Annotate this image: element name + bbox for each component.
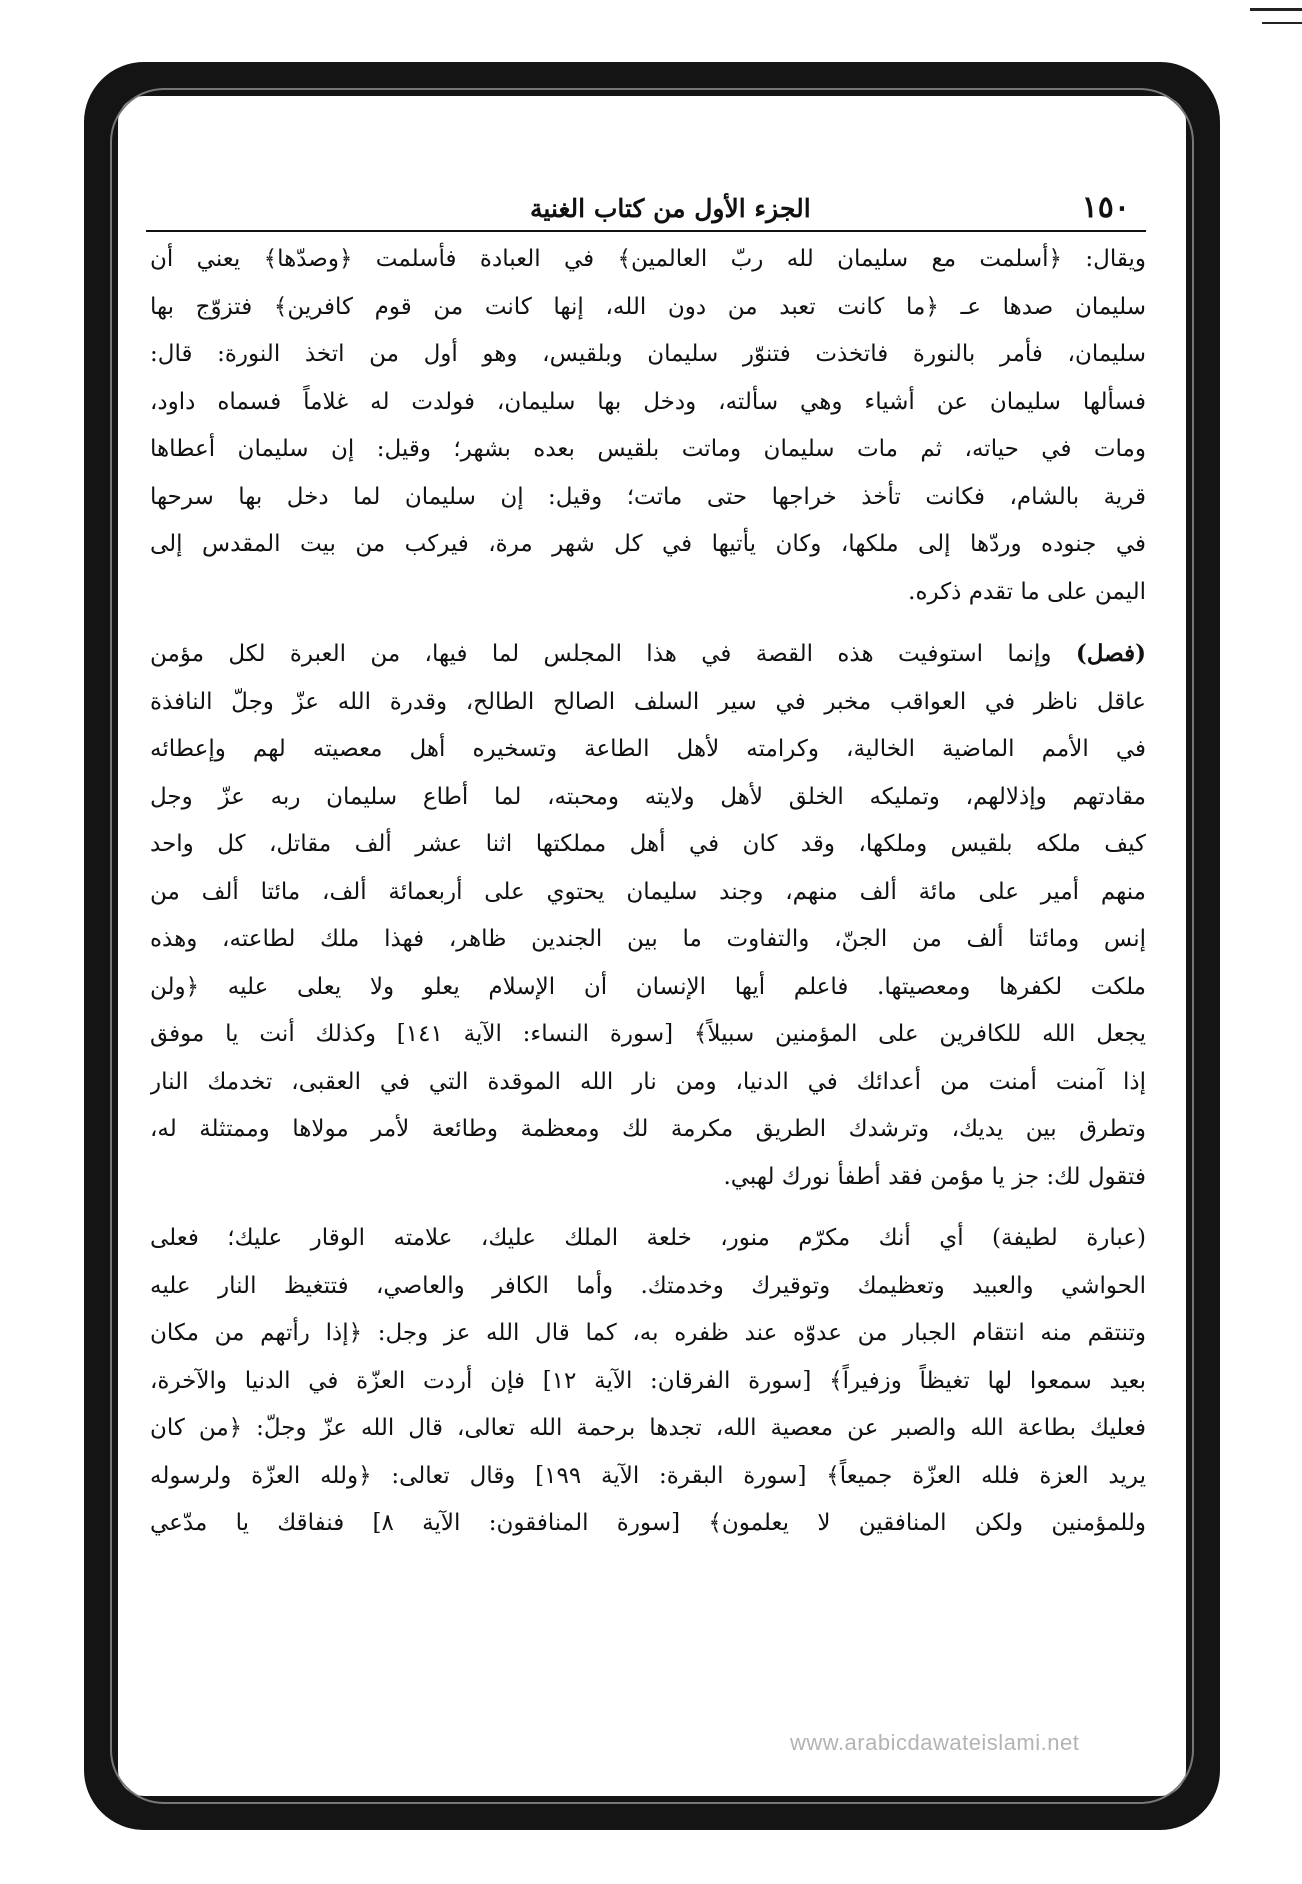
watermark: www.arabicdawateislami.net xyxy=(790,1730,1080,1755)
text-line: بعيد سمعوا لها تغيظاً وزفيراً﴾ [سورة الفرقان: الآية ١٢] فإن أردت العزّة في الدنيا والآخرة، xyxy=(150,1367,1146,1394)
section-heading: (فصل) xyxy=(1075,640,1146,667)
text-line: قرية بالشام، فكانت تأخذ خراجها حتى ماتت؛ وقيل: إن سليمان لما دخل بها سرحها xyxy=(150,483,1146,510)
text-line: في الأمم الماضية الخالية، وكرامته لأهل الطاعة وتسخيره أهل معصيته لهم وإعطائه xyxy=(150,736,1146,762)
text-line: كيف ملكه بلقيس وملكها، وقد كان في أهل مملكتها اثنا عشر ألف مقاتل، كل واحد xyxy=(150,831,1146,857)
text-line: وتطرق بين يديك، وترشدك الطريق مكرمة لك ومعظمة وطائعة لأمر مولاها وممتثلة له، xyxy=(150,1116,1146,1142)
text-run: وإنما استوفيت هذه القصة في هذا المجلس لما فيها، من العبرة لكل مؤمن xyxy=(150,641,1076,667)
text-line: (عبارة لطيفة) أي أنك مكرّم منور، خلعة الملك عليك، علامته الوقار عليك؛ فعلى xyxy=(150,1225,1146,1251)
text-line: ويقال: ﴿أسلمت مع سليمان لله ربّ العالمين﴾ في العبادة فأسلمت ﴿وصدّها﴾ يعني أن xyxy=(150,246,1146,272)
text-line: وللمؤمنين ولكن المنافقين لا يعلمون﴾ [سورة المنافقون: الآية ٨] فنفاقك يا مدّعي xyxy=(150,1510,1146,1536)
scan-mark xyxy=(1262,22,1302,24)
text-line: في جنوده وردّها إلى ملكها، وكان يأتيها في كل شهر مرة، فيركب من بيت المقدس إلى xyxy=(150,531,1146,557)
text-line: فتقول لك: جز يا مؤمن فقد أطفأ نورك لهبي. xyxy=(723,1163,1146,1190)
paragraph xyxy=(150,630,1146,1201)
text-line: ملكت لكفرها ومعصيتها. فاعلم أيها الإنسان أن الإسلام يعلو ولا يعلى عليه ﴿ولن xyxy=(150,973,1146,1000)
text-line: اليمن على ما تقدم ذكره. xyxy=(908,578,1146,605)
text-line xyxy=(150,630,1146,679)
text-line: مقادتهم وإذلالهم، وتمليكه الخلق لأهل ولايته ومحبته، لما أطاع سليمان ربه عزّ وجل xyxy=(150,783,1146,810)
text-line: فعليك بطاعة الله والصبر عن معصية الله، تجدها برحمة الله تعالى، قال الله عزّ وجلّ: ﴿من كان xyxy=(150,1415,1146,1441)
paragraph xyxy=(150,1215,1146,1548)
running-title: الجزء الأول من كتاب الغنية xyxy=(530,194,811,223)
text-line: ومات في حياته، ثم مات سليمان وماتت بلقيس بعده بشهر؛ وقيل: إن سليمان أعطاها xyxy=(150,436,1146,462)
text-line: وتنتقم منه انتقام الجبار من عدوّه عند ظفره به، كما قال الله عز وجل: ﴿إذا رأتهم من مكان xyxy=(150,1320,1146,1346)
text-line: إنس ومائتا ألف من الجنّ، والتفاوت ما بين الجندين ظاهر، فهذا ملك لطاعته، وهذه xyxy=(150,926,1146,952)
text-line: يريد العزة فلله العزّة جميعاً﴾ [سورة البقرة: الآية ١٩٩] وقال تعالى: ﴿ولله العزّة ولرسوله xyxy=(150,1462,1146,1489)
text-line: عاقل ناظر في العواقب مخبر في سير السلف الصالح الطالح، وقدرة الله عزّ وجلّ النافذة xyxy=(150,688,1146,715)
text-line: سليمان صدها عـ ﴿ما كانت تعبد من دون الله، إنها كانت من قوم كافرين﴾ فتزوّج بها xyxy=(150,293,1146,320)
body-text xyxy=(150,236,1146,1548)
header-rule xyxy=(146,230,1146,232)
text-line: الحواشي والعبيد وتعظيمك وتوقيرك وخدمتك. وأما الكافر والعاصي، فتتغيظ النار عليه xyxy=(150,1272,1146,1299)
page-header xyxy=(150,177,1146,225)
text-line: منهم أمير على مائة ألف منهم، وجند سليمان يحتوي على أربعمائة ألف، مائتا ألف من xyxy=(150,878,1146,905)
page-number: ١٥٠ xyxy=(1081,190,1130,225)
text-line: سليمان، فأمر بالنورة فاتخذت فتنوّر سليمان وبلقيس، وهو أول من اتخذ النورة: قال: xyxy=(150,341,1146,367)
text-line: فسألها سليمان عن أشياء وهي سألته، ودخل بها سليمان، فولدت له غلاماً فسماه داود، xyxy=(150,388,1146,415)
text-line: يجعل الله للكافرين على المؤمنين سبيلاً﴾ [سورة النساء: الآية ١٤١] وكذلك أنت يا موفق xyxy=(150,1021,1146,1047)
paragraph xyxy=(150,236,1146,616)
text-line: إذا آمنت أمنت من أعدائك في الدنيا، ومن نار الله الموقدة التي في العقبى، تخدمك النار xyxy=(150,1068,1146,1095)
scan-mark xyxy=(1250,8,1302,11)
